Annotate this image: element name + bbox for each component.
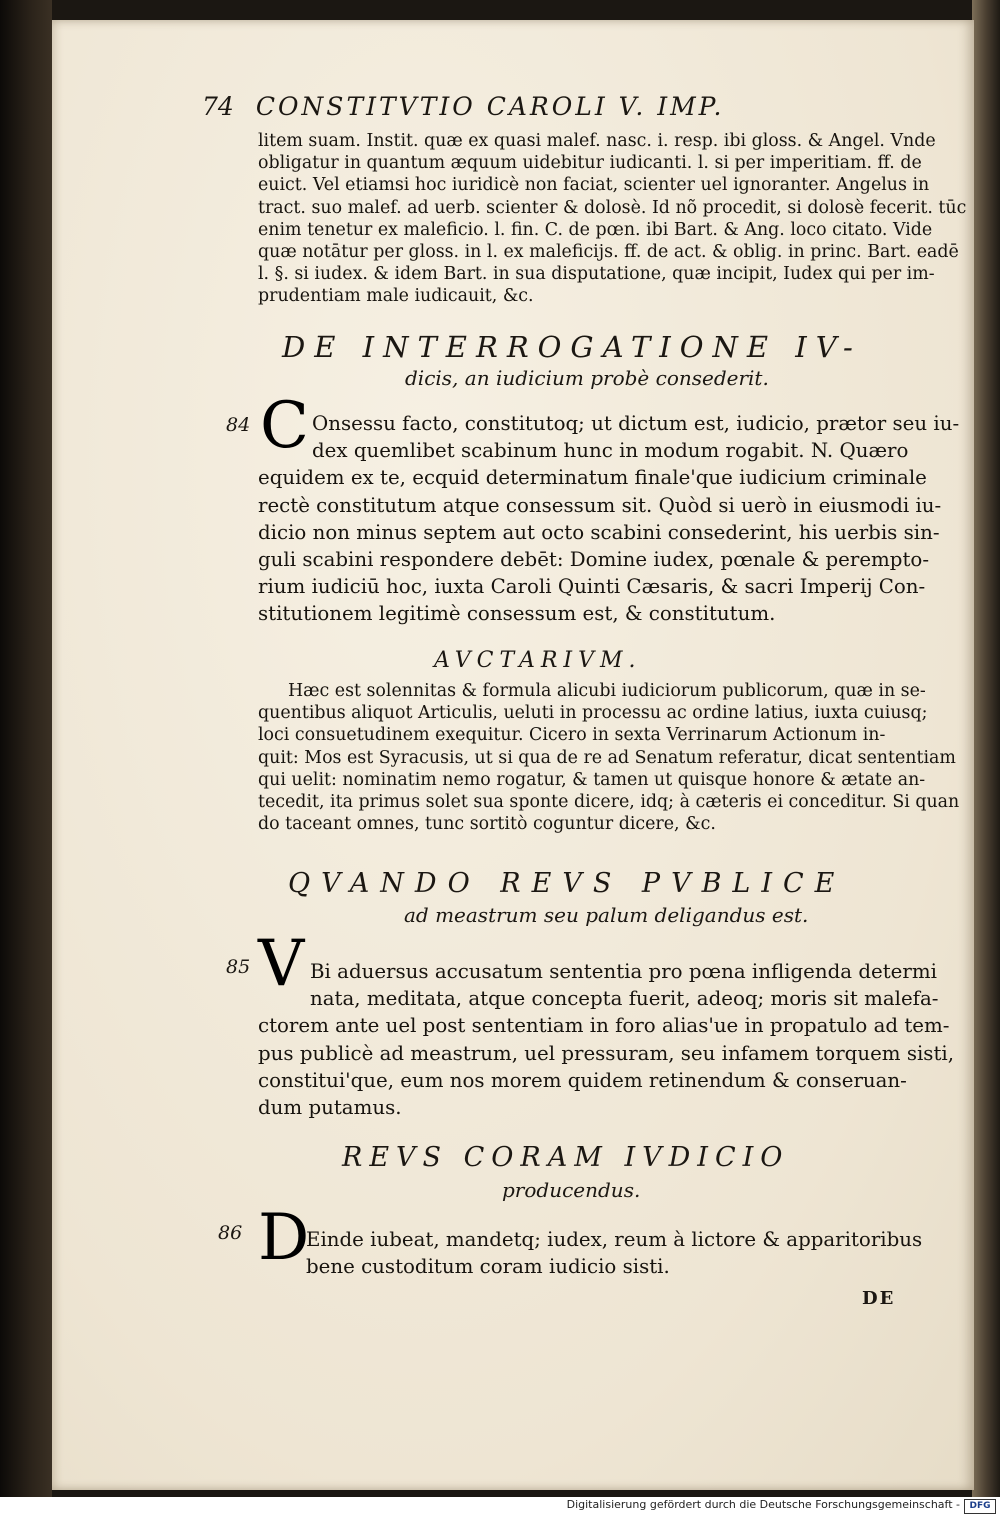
text-line: dex quemlibet scabinum hunc in modum rogabit. N. Quæro [312, 439, 909, 463]
text-line: quæ notātur per gloss. in l. ex maleficijs. ff. de act. & oblig. in princ. Bart. eadē [258, 241, 959, 262]
text-line: ctorem ante uel post sententiam in foro alias'ue in propatulo ad tem- [258, 1014, 950, 1038]
text-line: equidem ex te, ecquid determinatum finale'que iudicium criminale [258, 466, 927, 490]
catchword: DE [862, 1288, 896, 1309]
text-line: euict. Vel etiamsi hoc iuridicè non faciat, scienter uel ignoranter. Angelus in [258, 175, 930, 196]
gloss-paragraph [258, 130, 966, 308]
text-line: prudentiam male iudicauit, &c. [258, 286, 534, 307]
article-number: 86 [218, 1222, 243, 1244]
text-line: Onsessu facto, constitutoq; ut dictum est, iudicio, prætor seu iu- [312, 412, 960, 435]
text-line: rium iudiciū hoc, iuxta Caroli Quinti Cæsaris, & sacri Imperij Con- [258, 575, 926, 599]
running-head-title: CONSTITVTIO CAROLI V. IMP. [255, 92, 725, 121]
text-line: qui uelit: nominatim nemo rogatur, & tamen ut quisque honore & ætate an- [258, 769, 926, 790]
drop-cap: C [260, 389, 309, 463]
text-line: guli scabini respondere debēt: Domine iudex, pœnale & perempto- [258, 547, 930, 571]
auctarium-paragraph [258, 680, 959, 835]
book-binding-edge [0, 0, 52, 1497]
text-line: obligatur in quantum æquum uidebitur iudicanti. l. si per imperitiam. ff. de [258, 153, 922, 174]
section-heading: REVS CORAM IVDICIO [342, 1142, 790, 1173]
section-subheading: producendus. [502, 1178, 641, 1202]
text-line: quentibus aliquot Articulis, ueluti in processu ac ordine latius, iuxta cuiusq; [258, 703, 928, 724]
text-line: stitutionem legitimè consessum est, & constitutum. [258, 602, 776, 626]
section-subheading: dicis, an iudicium probè consederit. [405, 366, 769, 390]
text-line: tract. suo malef. ad uerb. scienter & dolosè. Id nõ procedit, si dolosè fecerit. tūc [258, 197, 967, 218]
text-line: enim tenetur ex maleficio. l. fin. C. de pœn. ibi Bart. & Ang. loco citato. Vide [258, 219, 933, 240]
dfg-logo: DFG [964, 1499, 996, 1514]
page-number: 74 [202, 92, 234, 121]
section-subheading: ad meastrum seu palum deligandus est. [404, 903, 809, 927]
auctarium-heading: AVCTARIVM. [434, 648, 642, 673]
text-line: pus publicè ad meastrum, uel pressuram, seu infamem torquem sisti, [258, 1041, 955, 1065]
article-number: 84 [226, 414, 251, 436]
page-stack-edge [972, 0, 1000, 1497]
section-heading: QVANDO REVS PVBLICE [288, 868, 846, 899]
drop-cap: V [258, 927, 305, 1001]
text-line: Einde iubeat, mandetq; iudex, reum à lictore & apparitoribus [306, 1228, 923, 1251]
article-paragraph [258, 958, 954, 1121]
text-line: Hæc est solennitas & formula alicubi iudiciorum publicorum, quæ in se- [288, 681, 926, 701]
text-line: rectè constitutum atque consessum sit. Quòd si uerò in eiusmodi iu- [258, 493, 942, 517]
running-head [202, 92, 862, 121]
text-line: quit: Mos est Syracusis, ut si qua de re ad Senatum referatur, dicat sententiam [258, 747, 956, 768]
text-line: tecedit, ita primus solet sua sponte dicere, idq; à cæteris ei conceditur. Si quan [258, 791, 960, 812]
text-line: l. §. si iudex. & idem Bart. in sua disputatione, quæ incipit, Iudex qui per im- [258, 264, 935, 285]
text-line: litem suam. Instit. quæ ex quasi malef. nasc. i. resp. ibi gloss. & Angel. Vnde [258, 131, 936, 151]
section-heading: DE INTERROGATIONE IV- [282, 330, 862, 364]
text-line: nata, meditata, atque concepta fuerit, adeoq; moris sit malefa- [310, 987, 939, 1011]
funding-credit: Digitalisierung gefördert durch die Deutsche Forschungsgemeinschaft - [566, 1498, 960, 1511]
text-line: do taceant omnes, tunc sortitò coguntur dicere, &c. [258, 814, 716, 835]
text-line: loci consuetudinem exequitur. Cicero in sexta Verrinarum Actionum in- [258, 725, 886, 746]
article-paragraph [258, 1226, 922, 1280]
article-paragraph [258, 410, 959, 628]
text-line: Bi aduersus accusatum sententia pro pœna infligenda determi [310, 960, 937, 983]
digitization-footer [0, 1497, 1000, 1515]
article-number: 85 [226, 956, 251, 978]
text-line: dicio non minus septem aut octo scabini consederint, his uerbis sin- [258, 520, 940, 544]
text-line: constitui'que, eum nos morem quidem retinendum & conseruan- [258, 1068, 907, 1092]
text-line: dum putamus. [258, 1095, 402, 1119]
text-line: bene custoditum coram iudicio sisti. [306, 1255, 670, 1279]
drop-cap: D [258, 1201, 310, 1275]
